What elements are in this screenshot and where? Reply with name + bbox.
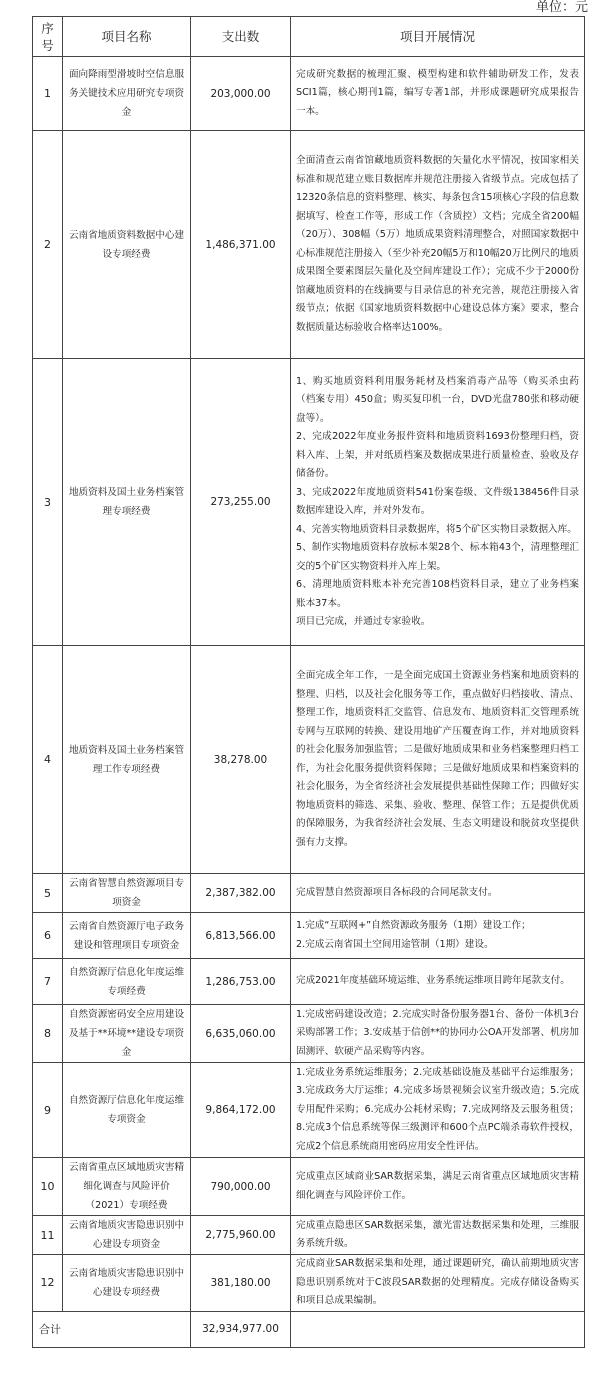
expenditure-amount: 1,286,753.00	[191, 959, 291, 1005]
expenditure-amount: 1,486,371.00	[191, 131, 291, 359]
expenditure-amount: 273,255.00	[191, 359, 291, 646]
table-row	[33, 913, 585, 959]
project-progress	[291, 131, 585, 359]
project-name: 地质资料及国土业务档案管理专项经费	[63, 359, 191, 646]
progress-paragraph: 完成重点隐患区SAR数据采集，激光雷达数据采集和处理，三维服务系统升级。	[296, 1219, 579, 1249]
expenditure-amount: 381,180.00	[191, 1255, 291, 1312]
project-progress	[291, 1216, 585, 1255]
progress-paragraph: 1.完成“互联网+”自然资源政务服务（1期）建设工作；	[296, 920, 531, 931]
project-progress	[291, 874, 585, 913]
table-row	[33, 646, 585, 874]
project-name: 云南省重点区域地质灾害精细化调查与风险评价（2021）专项经费	[63, 1158, 191, 1216]
row-number: 10	[33, 1158, 63, 1216]
progress-paragraph: 全面清查云南省馆藏地质资料数据的矢量化水平情况，按国家相关标准和规范建立账目数据库并规范注册接入省级节点。完成包括了12320条信息的资料整理、核实、每条包含15项核心字段的信息数据填写、检查工作等，形成工作（含质控）文档；完成全省200幅（20万）、308幅（5万）地质成果资料清理整合，对照国家数据中心标准规范注册接入（至少补充20幅5万和10幅20万比例尺的地质成果图全要素图层矢量化及空间库建设工作）；完成不少于2000份馆藏地质资料的在线摘要与目录信息的补充完善，规范注册接入省级节点；依据《国家地质资料数据中心建设总体方案》要求，整合数据质量达标验收合格率达100%。	[296, 155, 579, 333]
progress-paragraph: 5、制作实物地质资料存放标本架28个、标本箱43个，清理整理汇交的5个矿区实物资料并入库上架。	[296, 542, 579, 572]
table-row	[33, 1158, 585, 1216]
project-progress	[291, 1158, 585, 1216]
expenditure-table	[32, 16, 585, 1348]
progress-paragraph: 项目已完成，并通过专家验收。	[296, 616, 431, 627]
project-name: 自然资源厅信息化年度运维专项经费	[63, 959, 191, 1005]
progress-paragraph: 完成商业SAR数据采集和处理，通过课题研究，确认前期地质灾害隐患识别系统对于C波段SAR数据的处理精度。完成存储设备购买和项目总成果编制。	[296, 1258, 579, 1306]
expenditure-amount: 203,000.00	[191, 57, 291, 131]
project-name: 云南省地质灾害隐患识别中心建设专项资金	[63, 1216, 191, 1255]
row-number: 2	[33, 131, 63, 359]
table-row	[33, 1216, 585, 1255]
table-row	[33, 959, 585, 1005]
row-number: 11	[33, 1216, 63, 1255]
project-name: 自然资源厅信息化年度运维专项资金	[63, 1063, 191, 1158]
project-progress	[291, 1005, 585, 1063]
expenditure-amount: 6,813,566.00	[191, 913, 291, 959]
header-desc: 项目开展情况	[291, 17, 585, 57]
project-progress	[291, 1063, 585, 1158]
table-row	[33, 57, 585, 131]
project-progress	[291, 1255, 585, 1312]
progress-paragraph: 1.完成密码建设改造；2.完成实时备份服务器1台、备份一体机3台采购部署工作；3.安成基于信创**的协同办公OA开发部署、机房加固测评、软硬产品采购等内容。	[296, 1008, 579, 1057]
progress-paragraph: 4、完善实物地质资料目录数据库，将5个矿区实物目录数据入库。	[296, 523, 577, 535]
progress-paragraph: 6、清理地质资料账本补充完善108档资料目录，建立了业务档案账本37本。	[296, 579, 579, 609]
progress-paragraph: 2、完成2022年度业务报件资料和地质资料1693份整理归档，资料入库、上架，并对纸质档案及数据成果进行质量检查、验收及存储备份。	[296, 431, 579, 479]
progress-paragraph: 完成重点区域商业SAR数据采集，满足云南省重点区域地质灾害精细化调查与风险评价工作。	[296, 1171, 579, 1201]
row-number: 7	[33, 959, 63, 1005]
table-row	[33, 874, 585, 913]
table-row	[33, 131, 585, 359]
header-name: 项目名称	[63, 17, 191, 57]
expenditure-amount: 6,635,060.00	[191, 1005, 291, 1063]
project-progress	[291, 646, 585, 874]
row-number: 4	[33, 646, 63, 874]
total-amount: 32,934,977.00	[191, 1311, 291, 1347]
project-progress	[291, 57, 585, 131]
progress-paragraph: 1.完成业务系统运维服务；2.完成基础设施及基础平台运维服务；3.完成政务大厅运维；4.完成多场景视频会议室升级改造；5.完成专用配件采购；6.完成办公耗材采购；7.完成网络及云服务租赁；8.完成3个信息系统等保三级测评和600个点PC端杀毒软件授权，完成2个信息系统商用密码应用安全性评估。	[296, 1066, 579, 1152]
header-no: 序号	[33, 17, 63, 57]
expenditure-amount: 2,387,382.00	[191, 874, 291, 913]
row-number: 9	[33, 1063, 63, 1158]
table-body	[33, 57, 585, 1348]
project-progress	[291, 359, 585, 646]
progress-paragraph: 完成2021年度基础环境运维、业务系统运维项目跨年尾款支付。	[296, 975, 570, 987]
project-progress	[291, 959, 585, 1005]
progress-paragraph: 3、完成2022年度地质资料541份案卷级、文件级138456件目录数据库建设入库，并对外发布。	[296, 486, 579, 516]
table-row	[33, 1255, 585, 1312]
total-empty-cell	[291, 1311, 585, 1347]
project-progress	[291, 913, 585, 959]
header-amount: 支出数	[191, 17, 291, 57]
row-number: 5	[33, 874, 63, 913]
expenditure-amount: 2,775,960.00	[191, 1216, 291, 1255]
progress-paragraph: 1、购买地质资料利用服务耗材及档案消毒产品等（购买杀虫药（档案专用）450盒；购买复印机一台，DVD光盘780张和移动硬盘等）。	[296, 375, 579, 424]
row-number: 8	[33, 1005, 63, 1063]
project-name: 云南省地质资料数据中心建设专项经费	[63, 131, 191, 359]
row-number: 3	[33, 359, 63, 646]
table-header-row	[33, 17, 585, 57]
unit-label: 单位：元	[535, 0, 588, 15]
table-row	[33, 1005, 585, 1063]
total-label: 合计	[33, 1311, 191, 1347]
project-name: 自然资源密码安全应用建设及基于**环境**建设专项资金	[63, 1005, 191, 1063]
table-row	[33, 1063, 585, 1158]
table-row	[33, 359, 585, 646]
row-number: 6	[33, 913, 63, 959]
project-name: 地质资料及国土业务档案管理工作专项经费	[63, 646, 191, 874]
total-row	[33, 1311, 585, 1347]
project-name: 云南省地质灾害隐患识别中心建设专项经费	[63, 1255, 191, 1312]
expenditure-amount: 9,864,172.00	[191, 1063, 291, 1158]
row-number: 1	[33, 57, 63, 131]
progress-paragraph: 完成智慧自然资源项目各标段的合同尾款支付。	[296, 886, 498, 898]
progress-paragraph: 2.完成云南省国土空间用途管制（1期）建设。	[296, 938, 494, 950]
progress-paragraph: 全面完成全年工作，一是全面完成国土资源业务档案和地质资料的整理、归档，以及社会化服务等工作，重点做好归档接收、清点、整理工作，地质资料汇交监管、信息发布、地质资料汇交管理系统专网与互联网的转换、建设用地矿产压覆查询工作，并对地质资料的社会化服务加强监管；二是做好地质成果和业务档案整理归档工作，为社会化服务提供资料保障；三是做好地质成果和档案资料的社会化服务，为全省经济社会发展提供基础性保障工作；四做好实物地质资料的筛选、采集、验收、整理、保管工作；五是提供优质的保障服务，为我省经济社会发展、生态文明建设和脱贫攻坚提供强有力支撑。	[296, 670, 579, 848]
expenditure-amount: 38,278.00	[191, 646, 291, 874]
row-number: 12	[33, 1255, 63, 1312]
progress-paragraph: 完成研究数据的梳理汇聚、模型构建和软件辅助研发工作，发表SCI1篇，核心期刊1篇，编写专著1部，并形成课题研究成果报告一本。	[296, 68, 579, 117]
expenditure-amount: 790,000.00	[191, 1158, 291, 1216]
project-name: 云南省智慧自然资源项目专项资金	[63, 874, 191, 913]
project-name: 面向降雨型滑坡时空信息服务关键技术应用研究专项资金	[63, 57, 191, 131]
project-name: 云南省自然资源厅电子政务建设和管理项目专项资金	[63, 913, 191, 959]
